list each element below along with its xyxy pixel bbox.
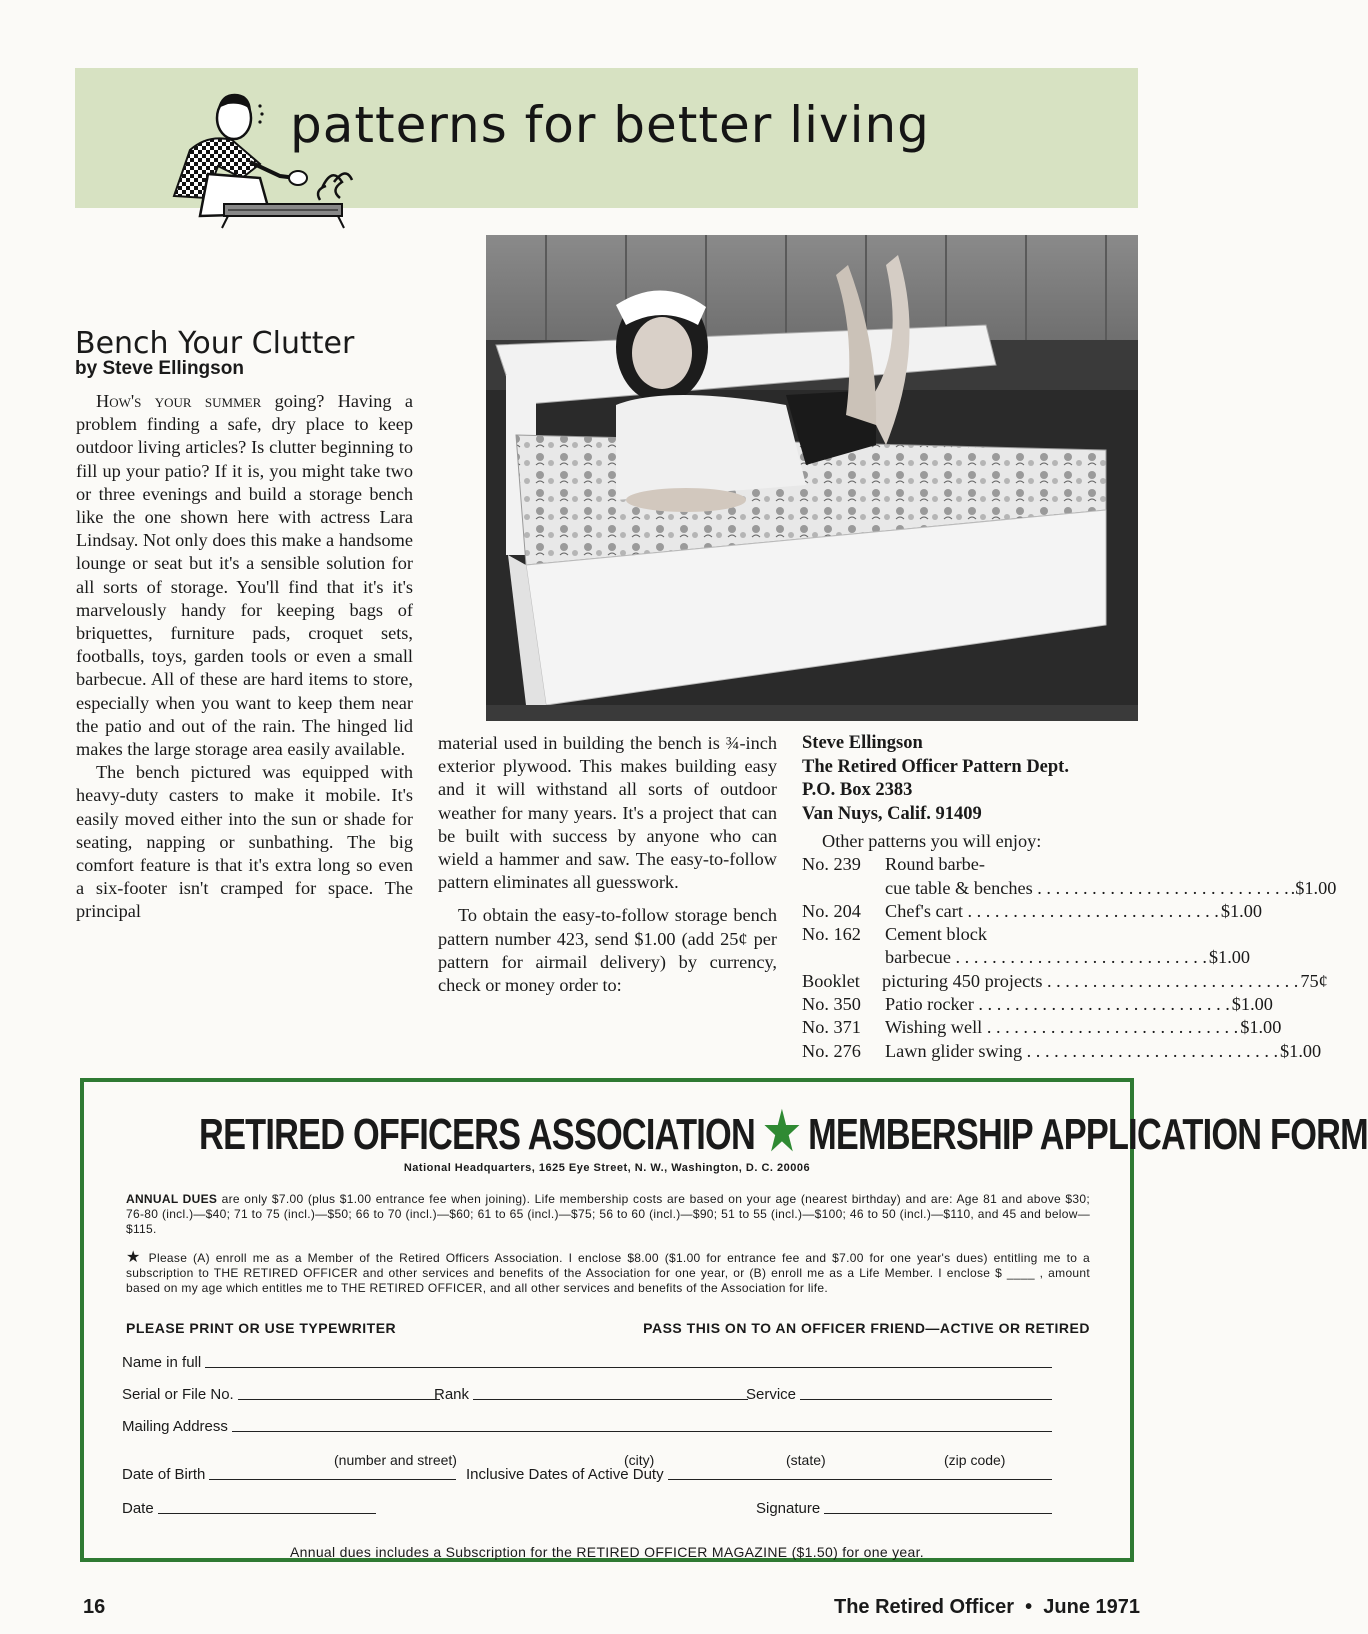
active-duty-dates-field[interactable] xyxy=(466,1466,1052,1483)
enroll-body: Please (A) enroll me as a Member of the Retired Officers Association. I enclose $8.00 ($1.00 for entrance fee and $7.00 for one year's dues) entitling me to a subscription to THE RETIRED OFFICER and other services and benefits of the Association for one year, or (B) enroll me as a Life Member. I enclose $ ____ , amount based on my age which entitles me to THE RETIRED OFFICER, and all other services and benefits of the Association for life. xyxy=(126,1251,1090,1295)
pattern-desc-line: Round barbe- xyxy=(885,854,986,875)
dues-body: are only $7.00 (plus $1.00 entrance fee when joining). Life membership costs are based on your age (nearest birthday) and are: Age 81 and above $30; 76-80 (incl.)—$40; 71 to 75 (incl.)—$50; 66 to 70 (incl.)—$60; 61 to 65 (incl.)—$75; 56 to 60 (incl.)—$90; 51 to 55 (incl.)—$100; 46 to 50 (incl.)—$110, and 45 and below—$115. xyxy=(126,1192,1090,1236)
pattern-desc: barbecue . . . xyxy=(885,946,1207,969)
publication-name: The Retired Officer xyxy=(833,1596,1015,1618)
address-line: P.O. Box 2383 xyxy=(802,780,913,800)
field-label: Serial or File No. xyxy=(122,1386,234,1403)
print-instruction: PLEASE PRINT OR USE TYPEWRITER xyxy=(126,1320,397,1336)
pattern-desc: picturing 450 projects . . . xyxy=(882,970,1298,993)
field-label: Date xyxy=(122,1500,154,1517)
pattern-number: No. 204 xyxy=(802,900,861,921)
pattern-number: No. 350 xyxy=(802,993,861,1014)
address-sub-label: (zip code) xyxy=(944,1452,1006,1468)
byline: by Steve Ellingson xyxy=(75,358,244,379)
pass-on-note: PASS THIS ON TO AN OFFICER FRIEND—ACTIVE OR RETIRED xyxy=(643,1320,1090,1336)
star-icon: ★ xyxy=(126,1249,143,1266)
pattern-number: No. 162 xyxy=(802,924,861,945)
field-label: Mailing Address xyxy=(122,1418,228,1435)
serial-field[interactable] xyxy=(122,1386,440,1403)
pattern-number: No. 371 xyxy=(802,1017,861,1038)
address-sub-label: (state) xyxy=(786,1452,826,1468)
article-column-3 xyxy=(802,732,1337,1063)
pattern-desc: Chef's cart . . . xyxy=(885,900,1219,923)
article-column-1 xyxy=(76,390,413,924)
header-title: patterns for better living xyxy=(290,96,930,154)
pattern-item xyxy=(802,1040,1322,1063)
annual-dues-text xyxy=(126,1192,1090,1237)
pattern-price: $1.00 xyxy=(1208,947,1251,968)
pattern-price: $1.00 xyxy=(1240,1017,1282,1038)
woman-lying-on-storage-bench-photo xyxy=(486,235,1138,721)
address-line: Steve Ellingson xyxy=(802,733,923,753)
membership-application-form xyxy=(80,1078,1368,1562)
rank-field[interactable] xyxy=(434,1386,748,1403)
pattern-price: $1.00 xyxy=(1220,900,1262,921)
pattern-number: Booklet xyxy=(802,970,860,991)
article-paragraph xyxy=(76,390,413,761)
pattern-desc: Lawn glider swing . . . xyxy=(885,1040,1278,1063)
address-sub-label: (city) xyxy=(624,1452,655,1468)
field-label: Service xyxy=(746,1386,797,1403)
address-sub-label: (number and street) xyxy=(334,1452,457,1468)
star-icon: ★ xyxy=(763,1103,800,1161)
pattern-price: $1.00 xyxy=(1280,1040,1322,1061)
date-of-birth-field[interactable] xyxy=(122,1466,456,1483)
name-field[interactable] xyxy=(122,1354,1052,1371)
field-label: Name in full xyxy=(122,1354,202,1371)
pattern-price: .$1.00 xyxy=(1290,877,1337,898)
pattern-number: No. 239 xyxy=(802,854,861,875)
article-paragraph: material used in building the bench is ¾-inch exterior plywood. This makes building easy and it will withstand all sorts of outdoor weather for many years. It's a project that can be built with success by anyone who can wield a hammer and saw. The easy-to-follow pattern eliminates all guesswork. xyxy=(438,733,777,893)
pattern-desc: Patio rocker . . . xyxy=(885,993,1230,1016)
form-footer-note: Annual dues includes a Subscription for the RETIRED OFFICER MAGAZINE ($1.50) for one year. xyxy=(290,1544,924,1560)
publication-date: June 1971 xyxy=(1043,1596,1140,1618)
form-title-left: RETIRED OFFICERS ASSOCIATION xyxy=(199,1110,755,1159)
pattern-item xyxy=(802,923,1251,970)
pattern-item xyxy=(802,1016,1282,1039)
pattern-desc: Wishing well . . . xyxy=(885,1016,1238,1039)
date-field[interactable] xyxy=(122,1500,376,1517)
publication-footer: The Retired Officer • June 1971 xyxy=(833,1596,1140,1618)
article-title: Bench Your Clutter xyxy=(75,326,355,362)
form-title xyxy=(199,1102,1368,1162)
article-paragraph: The bench pictured was equipped with heavy-duty casters to make it mobile. It's easily moved either into the sun or shade for seating, napping or sunbathing. The big comfort feature is that it's extra long so even a six-footer isn't cramped for space. The principal xyxy=(76,762,413,922)
pattern-list xyxy=(802,853,1337,1063)
dues-label: ANNUAL DUES xyxy=(126,1192,218,1206)
service-field[interactable] xyxy=(746,1386,1052,1403)
article-paragraph: To obtain the easy-to-follow storage bench pattern number 423, send $1.00 (add 25¢ per pattern for airmail delivery) by currency, check or money order to: xyxy=(438,905,777,996)
lead-in: How's your summer xyxy=(96,391,262,411)
pattern-price: 75¢ xyxy=(1300,970,1328,991)
address-line: The Retired Officer Pattern Dept. xyxy=(802,756,1069,777)
pattern-item xyxy=(802,853,1337,900)
pattern-item xyxy=(802,993,1273,1016)
mailing-address xyxy=(802,732,1138,826)
pattern-desc-line: Cement block xyxy=(885,924,988,945)
address-line: Van Nuys, Calif. 91409 xyxy=(802,803,982,824)
paragraph-text: going? Having a problem finding a safe, dry place to keep outdoor living articles? Is clutter beginning to fill up your patio? If it is, you might take two or three evenings and build a storage bench like the one shown here with actress Lara Lindsay. Not only does this make a handsome lounge or seat but it's a sensible solution for all sorts of storage. You'll find that it's it's marvelously handy for keeping bags of briquettes, furniture pads, croquet sets, footballs, toys, garden tools or even a small barbecue. All of these are hard items to store, especially when you want to keep them near the patio and out of the rain. The hinged lid makes the large storage area easily available. xyxy=(76,391,413,760)
pattern-desc: cue table & benches . . . xyxy=(885,877,1289,900)
headquarters-address: National Headquarters, 1625 Eye Street, N. W., Washington, D. C. 20006 xyxy=(403,1162,811,1174)
page-number: 16 xyxy=(83,1596,106,1618)
pattern-item xyxy=(802,900,1262,923)
field-label: Date of Birth xyxy=(122,1466,206,1483)
field-label: Rank xyxy=(434,1386,470,1403)
pattern-number: No. 276 xyxy=(802,1040,861,1061)
other-patterns-intro: Other patterns you will enjoy: xyxy=(822,831,1042,851)
pattern-item xyxy=(802,970,1328,993)
enroll-text xyxy=(126,1250,1090,1296)
article-column-2 xyxy=(438,732,777,997)
mailing-address-field[interactable] xyxy=(122,1418,1052,1435)
field-label: Inclusive Dates of Active Duty xyxy=(466,1466,664,1483)
field-label: Signature xyxy=(756,1500,821,1517)
pattern-price: $1.00 xyxy=(1231,993,1273,1014)
form-title-right: MEMBERSHIP APPLICATION FORM xyxy=(808,1110,1368,1159)
signature-field[interactable] xyxy=(756,1500,1052,1517)
